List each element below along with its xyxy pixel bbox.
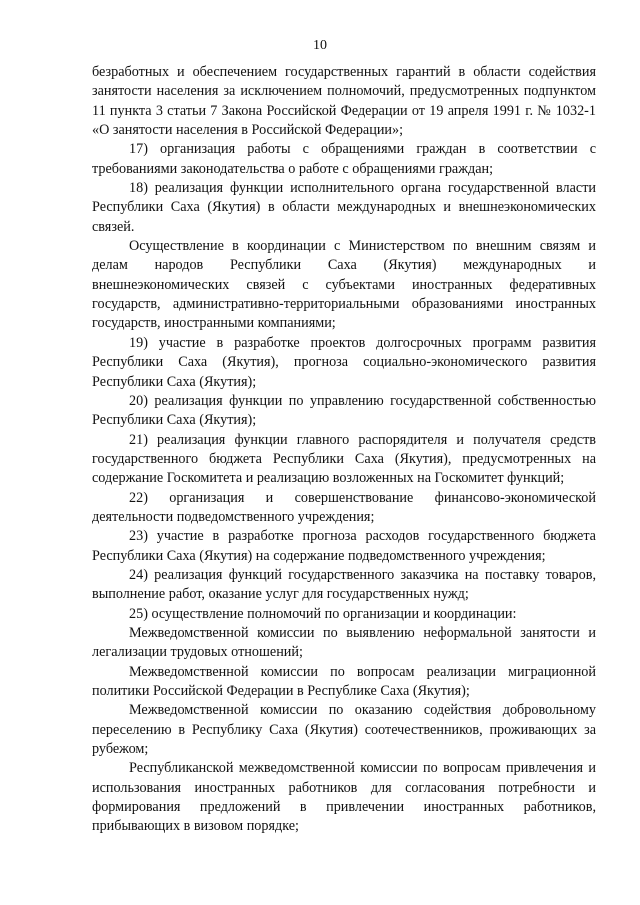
- paragraph-commission-foreign-workers: Республиканской межведомственной комиссии по вопросам привлечения и использования иностранных работников для согласования потребности и формирования предложений в привлечении иностранных работников, прибывающих в визовом порядке;: [92, 760, 596, 835]
- paragraph-item-19: 19) участие в разработке проектов долгосрочных программ развития Республики Саха (Якутия), прогноза социально-экономического развития Республики Саха (Якутия);: [92, 334, 596, 390]
- paragraph-item-17: 17) организация работы с обращениями граждан в соответствии с требованиями законодательства о работе с обращениями граждан;: [92, 141, 596, 177]
- paragraph-item-21: 21) реализация функции главного распорядителя и получателя средств государственного бюджета Республики Саха (Якутия), предусмотренных на содержание Госкомитета и реализацию возложенных на Госкомитет функций;: [92, 431, 596, 487]
- paragraph-item-24: 24) реализация функций государственного заказчика на поставку товаров, выполнение работ, оказание услуг для государственных нужд;: [92, 566, 596, 603]
- paragraph-commission-informal-employment: Межведомственной комиссии по выявлению неформальной занятости и легализации трудовых отношений;: [92, 624, 596, 661]
- paragraph-item-23: 23) участие в разработке прогноза расходов государственного бюджета Республики Саха (Якутия) на содержание подведомственного учреждения;: [92, 528, 596, 564]
- page-number: 10: [313, 38, 327, 53]
- paragraph-item-18-detail: Осуществление в координации с Министерством по внешним связям и делам народов Республики Саха (Якутия) международных и внешнеэкономических связей с субъектами иностранных федеративных государств, административно-территориальными образованиями иностранных государств, иностранными компаниями;: [92, 238, 596, 332]
- paragraph-commission-resettlement: Межведомственной комиссии по оказанию содействия добровольному переселению в Республику Саха (Якутия) соотечественников, проживающих за рубежом;: [92, 702, 596, 758]
- document-body: [92, 63, 596, 837]
- paragraph-continuation: безработных и обеспечением государственных гарантий в области содействия занятости населения за исключением полномочий, предусмотренных подпунктом 11 пункта 3 статьи 7 Закона Российской Федерации от 19 апреля 1991 г. № 1032-1 «О занятости населения в Российской Федерации»;: [92, 64, 596, 139]
- paragraph-commission-migration-policy: Межведомственной комиссии по вопросам реализации миграционной политики Российской Федерации в Республике Саха (Якутия);: [92, 663, 596, 699]
- paragraph-item-25: 25) осуществление полномочий по организации и координации:: [129, 605, 517, 622]
- paragraph-item-18: 18) реализация функции исполнительного органа государственной власти Республики Саха (Якутия) в области международных и внешнеэкономических связей.: [92, 180, 596, 235]
- paragraph-item-20: 20) реализация функции по управлению государственной собственностью Республики Саха (Якутия);: [92, 392, 596, 429]
- paragraph-item-22: 22) организация и совершенствование финансово-экономической деятельности подведомственного учреждения;: [92, 489, 596, 525]
